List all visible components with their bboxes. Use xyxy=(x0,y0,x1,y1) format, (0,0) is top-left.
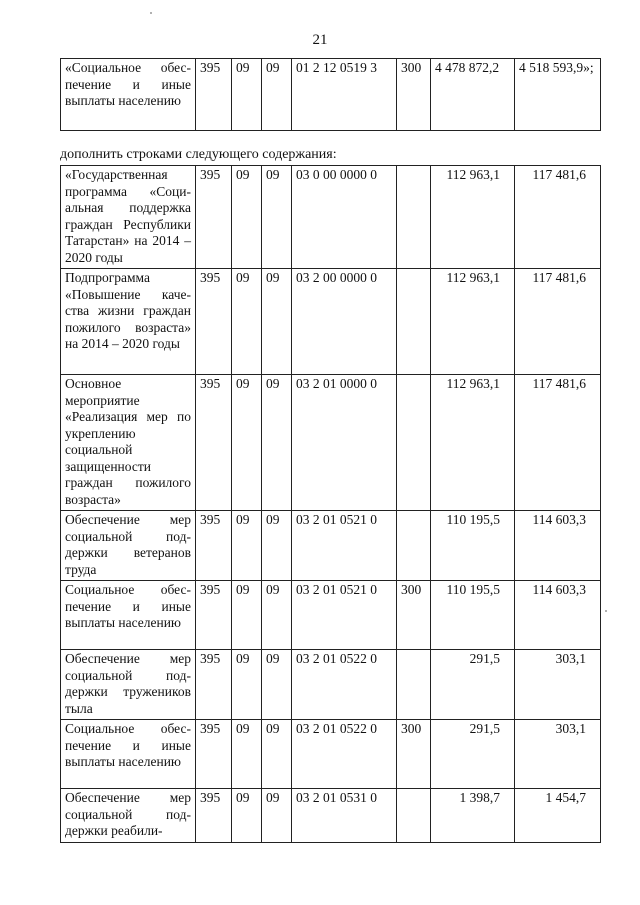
row-sum-2: 117 481,6 xyxy=(515,375,601,511)
intro-text: дополнить строками следующего содержания: xyxy=(60,147,337,162)
row-name: Обеспечение мер социальной поддержки ветеранов труда xyxy=(61,511,196,581)
row-sum-1: 112 963,1 xyxy=(431,166,515,269)
row-sum-2: 114 603,3 xyxy=(515,511,601,581)
row-sum-2: 114 603,3 xyxy=(515,581,601,650)
table-row xyxy=(61,650,601,720)
row-code: 03 2 01 0522 0 xyxy=(292,650,397,720)
row-sum-2: 1 454,7 xyxy=(515,789,601,843)
row-code: 03 2 01 0531 0 xyxy=(292,789,397,843)
row-sum-1: 291,5 xyxy=(431,720,515,789)
row-ministry: 395 xyxy=(196,59,232,131)
row-section: 09 xyxy=(232,581,262,650)
budget-table-top xyxy=(60,58,601,131)
row-subsection: 09 xyxy=(262,511,292,581)
row-type: 300 xyxy=(397,581,431,650)
row-name: Социальное обеспечение и иные выплаты населению xyxy=(61,581,196,650)
row-section: 09 xyxy=(232,59,262,131)
row-type xyxy=(397,269,431,375)
row-section: 09 xyxy=(232,166,262,269)
row-ministry: 395 xyxy=(196,720,232,789)
row-sum-1: 112 963,1 xyxy=(431,269,515,375)
row-subsection: 09 xyxy=(262,581,292,650)
row-code: 03 2 01 0521 0 xyxy=(292,581,397,650)
row-code: 03 2 01 0521 0 xyxy=(292,511,397,581)
row-subsection: 09 xyxy=(262,720,292,789)
scan-speck xyxy=(605,610,607,612)
row-section: 09 xyxy=(232,269,262,375)
row-sum-1: 110 195,5 xyxy=(431,581,515,650)
row-ministry: 395 xyxy=(196,375,232,511)
row-code: 03 2 00 0000 0 xyxy=(292,269,397,375)
row-sum-1: 112 963,1 xyxy=(431,375,515,511)
row-ministry: 395 xyxy=(196,166,232,269)
row-sum-2: 4 518 593,9»; xyxy=(515,59,601,131)
row-name: Обеспечение мер социальной поддержки реабили- xyxy=(61,789,196,843)
row-ministry: 395 xyxy=(196,581,232,650)
row-code: 03 2 01 0522 0 xyxy=(292,720,397,789)
row-ministry: 395 xyxy=(196,789,232,843)
row-subsection: 09 xyxy=(262,375,292,511)
table-row xyxy=(61,789,601,843)
row-name: Социальное обеспечение и иные выплаты населению xyxy=(61,720,196,789)
row-section: 09 xyxy=(232,789,262,843)
row-sum-1: 4 478 872,2 xyxy=(431,59,515,131)
row-code: 03 2 01 0000 0 xyxy=(292,375,397,511)
row-name: Подпрограмма «Повышение качества жизни граждан пожилого возраста» на 2014 – 2020 годы xyxy=(61,269,196,375)
row-ministry: 395 xyxy=(196,269,232,375)
row-subsection: 09 xyxy=(262,789,292,843)
row-type xyxy=(397,166,431,269)
table-row xyxy=(61,269,601,375)
row-sum-2: 117 481,6 xyxy=(515,269,601,375)
row-sum-2: 303,1 xyxy=(515,720,601,789)
row-code: 03 0 00 0000 0 xyxy=(292,166,397,269)
row-section: 09 xyxy=(232,720,262,789)
row-sum-1: 110 195,5 xyxy=(431,511,515,581)
row-subsection: 09 xyxy=(262,166,292,269)
page-number: 21 xyxy=(312,32,328,48)
table-row xyxy=(61,166,601,269)
scan-speck xyxy=(150,12,152,14)
row-type: 300 xyxy=(397,59,431,131)
row-section: 09 xyxy=(232,511,262,581)
table-row xyxy=(61,581,601,650)
table-row xyxy=(61,59,601,131)
row-sum-1: 1 398,7 xyxy=(431,789,515,843)
row-ministry: 395 xyxy=(196,650,232,720)
table-row xyxy=(61,720,601,789)
row-subsection: 09 xyxy=(262,269,292,375)
row-type xyxy=(397,789,431,843)
row-type xyxy=(397,375,431,511)
row-code: 01 2 12 0519 3 xyxy=(292,59,397,131)
row-type: 300 xyxy=(397,720,431,789)
row-type xyxy=(397,650,431,720)
row-section: 09 xyxy=(232,650,262,720)
row-name: «Государственная программа «Социальная поддержка граждан Республики Татарстан» на 2014 – 2020 годы xyxy=(61,166,196,269)
row-ministry: 395 xyxy=(196,511,232,581)
row-name: Обеспечение мер социальной поддержки тружеников тыла xyxy=(61,650,196,720)
row-name: Основное мероприятие «Реализация мер по укреплению социальной защищенности граждан пожилого возраста» xyxy=(61,375,196,511)
row-name: «Социальное обеспечение и иные выплаты населению xyxy=(61,59,196,131)
row-sum-1: 291,5 xyxy=(431,650,515,720)
row-subsection: 09 xyxy=(262,59,292,131)
row-sum-2: 117 481,6 xyxy=(515,166,601,269)
row-section: 09 xyxy=(232,375,262,511)
table-row xyxy=(61,511,601,581)
budget-table-main xyxy=(60,165,601,843)
row-sum-2: 303,1 xyxy=(515,650,601,720)
row-subsection: 09 xyxy=(262,650,292,720)
row-type xyxy=(397,511,431,581)
table-row xyxy=(61,375,601,511)
